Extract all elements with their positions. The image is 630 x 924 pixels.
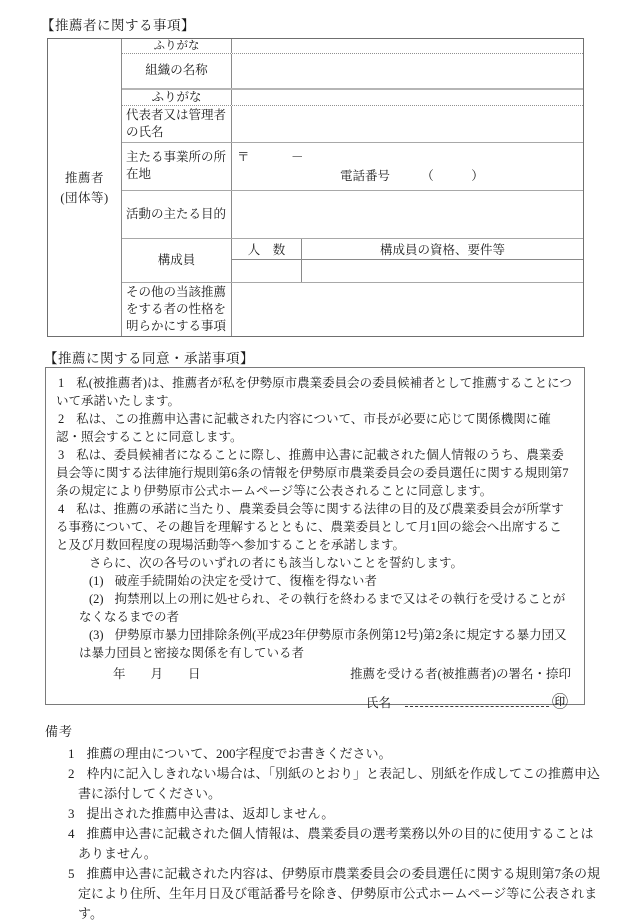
table-row (122, 54, 583, 90)
signature-caption: 推薦を受ける者(被推薦者)の署名・捺印 (350, 667, 571, 681)
members-qualification-input-area (302, 260, 583, 282)
item-number: 1 (68, 746, 75, 761)
activity-purpose-input-area (232, 191, 583, 238)
recommender-section-title: 【推薦者に関する事項】 (41, 18, 195, 33)
members-count-input-area (232, 260, 302, 282)
phone-number-line: 電話番号 （ ） (340, 168, 484, 183)
item-text: 拘禁刑以上の刑に処せられ、その執行を終わるまで又はその執行を受けることがなくなるまでの者 (79, 592, 566, 624)
other-matters-label: その他の当該推薦をする者の性格を明らかにする事項 (122, 283, 232, 336)
table-row (122, 39, 583, 54)
group-label-line1: 推薦者 (64, 170, 104, 185)
remarks-section (45, 722, 603, 924)
org-name-input-area (232, 54, 583, 88)
remarks-item (45, 764, 603, 804)
item-number: 3 (68, 806, 75, 821)
pledge-item (56, 590, 574, 626)
consent-item (56, 374, 574, 410)
members-label: 構成員 (122, 239, 232, 282)
consent-section-title: 【推薦に関する同意・承諾事項】 (44, 351, 254, 366)
item-text: 破産手続開始の決定を受けて、復権を得ない者 (114, 574, 377, 588)
item-number: (2) (89, 592, 104, 606)
recommender-group-cell (48, 39, 122, 336)
consent-item (56, 410, 574, 446)
item-text: 私は、推薦の承諾に当たり、農業委員会等に関する法律の目的及び農業委員会が所掌する事務について、その趣旨を理解するとともに、農業委員として月1回の総会へ出席すること及び月数回程度の現場活動等へ参加することを承諾します。 (56, 502, 564, 552)
postal-code-line: 〒 － (237, 150, 305, 165)
item-number: 1 (58, 376, 65, 390)
pledge-intro: さらに、次の各号のいずれの者にも該当しないことを誓約します。 (89, 556, 464, 570)
group-label-line2: (団体等) (60, 190, 109, 205)
remarks-item (45, 804, 603, 824)
item-text: 伊勢原市暴力団排除条例(平成23年伊勢原市条例第12号)第2条に規定する暴力団又は暴力団員と密接な関係を有している者 (79, 628, 567, 660)
item-number: 5 (68, 866, 75, 881)
representative-name-label: 代表者又は管理者の氏名 (122, 106, 232, 143)
name-fill-line (405, 692, 549, 707)
furigana-label-2: ふりがな (122, 90, 232, 105)
office-address-label: 主たる事業所の所在地 (122, 143, 232, 189)
members-header-row (232, 239, 583, 260)
name-row (56, 692, 574, 712)
pledge-item (56, 626, 574, 662)
seal-icon: ㊞ (551, 694, 568, 711)
members-qualification-header: 構成員の資格、要件等 (379, 242, 505, 257)
item-text: 推薦申込書に記載された内容は、伊勢原市農業委員会の委員選任に関する規則第7条の規定により住所、生年月日及び電話番号を除き、伊勢原市公式ホームページ等に公表されます。 (78, 866, 601, 921)
table-row (122, 283, 583, 336)
item-text: 推薦申込書に記載された個人情報は、農業委員の選考業務以外の目的に使用することはありません。 (78, 826, 594, 861)
item-number: 3 (58, 448, 65, 462)
date-line: 年 月 日 (113, 667, 201, 681)
consent-item (56, 446, 574, 500)
furigana-input-area-1 (232, 39, 583, 53)
item-number: 2 (68, 766, 75, 781)
item-number: (3) (89, 628, 104, 642)
item-text: 枠内に記入しきれない場合は、「別紙のとおり」と表記し、別紙を作成してこの推薦申込書に添付してください。 (78, 766, 601, 801)
furigana-input-area-2 (232, 90, 583, 105)
table-row (122, 239, 583, 283)
consent-box (45, 367, 585, 711)
remarks-item (45, 744, 603, 764)
date-signature-row (56, 665, 574, 683)
item-number: (1) (89, 574, 104, 588)
remarks-item (45, 864, 603, 924)
table-row (122, 106, 583, 144)
members-data-row (232, 260, 583, 282)
pledge-item (56, 572, 574, 590)
item-number: 4 (58, 502, 65, 516)
item-number: 2 (58, 412, 65, 426)
remarks-item (45, 824, 603, 864)
other-matters-input-area (232, 283, 583, 336)
recommender-table (47, 38, 584, 337)
item-text: 推薦の理由について、200字程度でお書きください。 (86, 746, 392, 761)
item-text: 私は、委員候補者になることに際し、推薦申込書に記載された個人情報のうち、農業委員会等に関する法律施行規則第6条の情報を伊勢原市農業委員会の委員選任に関する規則第7条の規定により伊勢原市公式ホームページ等に公表されることに同意します。 (56, 448, 569, 498)
remarks-title: 備考 (45, 724, 74, 739)
item-number: 4 (68, 826, 75, 841)
furigana-label-1: ふりがな (122, 39, 232, 53)
item-text: 私は、この推薦申込書に記載された内容について、市長が必要に応じて関係機関に確認・照会することに同意します。 (56, 412, 551, 444)
members-count-header: 人 数 (232, 239, 302, 259)
org-name-label: 組織の名称 (122, 54, 232, 88)
office-address-input-area (232, 143, 583, 189)
activity-purpose-label: 活動の主たる目的 (122, 191, 232, 238)
item-text: 提出された推薦申込書は、返却しません。 (86, 806, 335, 821)
table-row (122, 90, 583, 106)
table-row (122, 143, 583, 190)
name-label: 氏名 (365, 696, 391, 710)
representative-name-input-area (232, 106, 583, 143)
consent-item (56, 500, 574, 554)
item-text: 私(被推薦者)は、推薦者が私を伊勢原市農業委員会の委員候補者として推薦することについて承諾いたします。 (56, 376, 572, 408)
table-row (122, 191, 583, 239)
